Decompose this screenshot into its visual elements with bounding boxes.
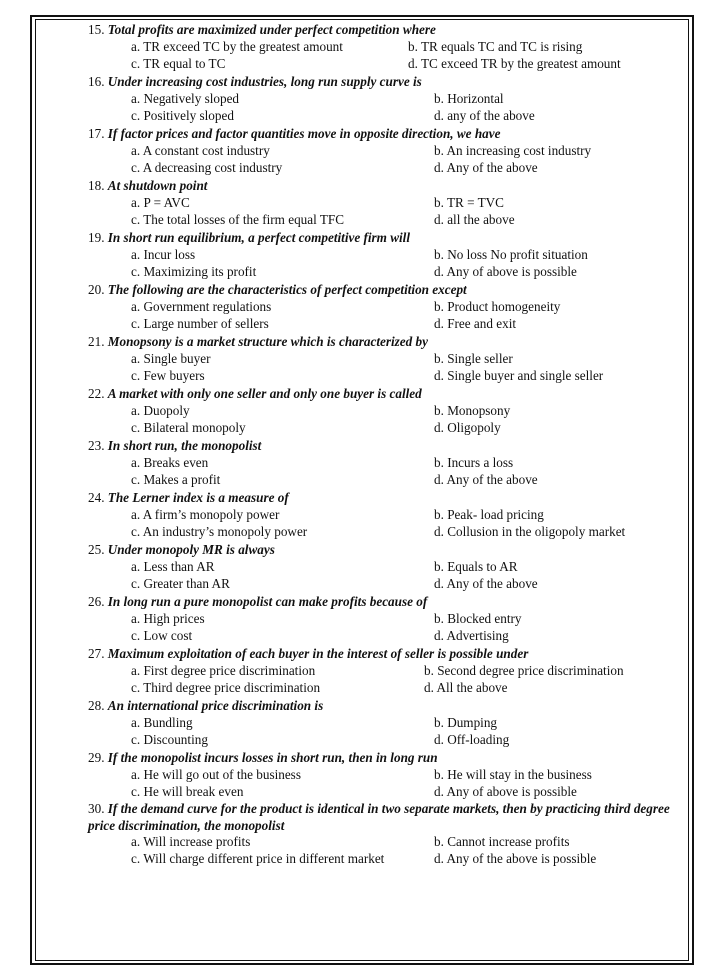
option-c: c. Few buyers: [131, 367, 205, 383]
question-27: [0, 644, 720, 696]
option-a: a. Less than AR: [131, 559, 215, 574]
option-a: a. He will go out of the business: [131, 767, 301, 782]
question-header: 28. An international price discrimination is: [88, 698, 324, 713]
option-d: d. Single buyer and single seller: [434, 367, 604, 383]
option-c: c. The total losses of the firm equal TFC: [131, 211, 345, 227]
option-b: b. Second degree price discrimination: [424, 663, 624, 678]
option-d: d. any of the above: [434, 107, 535, 123]
question-header: 21. Monopsony is a market structure which is characterized by: [88, 334, 428, 349]
question-22: [0, 384, 720, 436]
question-23: [0, 436, 720, 488]
option-c: c. A decreasing cost industry: [131, 159, 283, 175]
question-header: 16. Under increasing cost industries, long run supply curve is: [88, 74, 422, 89]
question-18: [0, 176, 720, 228]
option-a: a. Will increase profits: [131, 834, 251, 849]
question-header: 27. Maximum exploitation of each buyer in the interest of seller is possible under: [88, 646, 529, 661]
option-d: d. Any of the above: [434, 159, 538, 175]
option-a: a. Bundling: [131, 715, 193, 730]
option-b: b. Blocked entry: [434, 611, 522, 626]
question-header: 19. In short run equilibrium, a perfect competitive firm will: [88, 230, 411, 245]
option-a: a. TR exceed TC by the greatest amount: [131, 39, 343, 54]
question-text: If the monopolist incurs losses in short run, then in long run: [107, 750, 438, 765]
option-c: c. Discounting: [131, 731, 208, 747]
question-list: [0, 20, 720, 867]
question-header: 15. Total profits are maximized under perfect competition where: [88, 22, 436, 37]
option-c: c. Greater than AR: [131, 575, 230, 591]
question-text: An international price discrimination is: [107, 698, 324, 713]
option-a: a. First degree price discrimination: [131, 663, 316, 678]
question-24: [0, 488, 720, 540]
question-text: If factor prices and factor quantities move in opposite direction, we have: [107, 126, 501, 141]
option-c: c. Bilateral monopoly: [131, 419, 246, 435]
option-d: d. Any of above is possible: [434, 263, 577, 279]
option-d: d. Any of the above is possible: [434, 850, 597, 866]
option-c: c. Third degree price discrimination: [131, 679, 321, 695]
option-c: c. Positively sloped: [131, 107, 234, 123]
option-c: c. He will break even: [131, 783, 244, 799]
option-d: d. TC exceed TR by the greatest amount: [408, 55, 621, 71]
question-text: If the demand curve for the product is identical in two separate markets, then by practicing third degree price discrimination, the monopolist: [88, 801, 670, 833]
question-text: In short run, the monopolist: [107, 438, 262, 453]
option-b: b. No loss No profit situation: [434, 247, 588, 262]
question-19: [0, 228, 720, 280]
question-29: [0, 748, 720, 800]
option-b: b. Monopsony: [434, 403, 511, 418]
question-header: 30. If the demand curve for the product is identical in two separate markets, then by practicing third degree price discrimination, the monopolist: [88, 801, 670, 833]
question-text: Maximum exploitation of each buyer in the interest of seller is possible under: [107, 646, 529, 661]
question-text: Monopsony is a market structure which is characterized by: [107, 334, 428, 349]
option-a: a. A constant cost industry: [131, 143, 270, 158]
option-d: d. Any of the above: [434, 471, 538, 487]
question-text: Total profits are maximized under perfect competition where: [107, 22, 436, 37]
option-b: b. Single seller: [434, 351, 513, 366]
option-d: d. Collusion in the oligopoly market: [434, 523, 626, 539]
option-b: b. Cannot increase profits: [434, 834, 570, 849]
question-21: [0, 332, 720, 384]
option-c: c. Maximizing its profit: [131, 263, 257, 279]
option-c: c. An industry’s monopoly power: [131, 523, 308, 539]
option-d: d. Any of above is possible: [434, 783, 577, 799]
option-a: a. P = AVC: [131, 195, 190, 210]
option-b: b. An increasing cost industry: [434, 143, 592, 158]
question-17: [0, 124, 720, 176]
question-16: [0, 72, 720, 124]
question-28: [0, 696, 720, 748]
question-header: 26. In long run a pure monopolist can make profits because of: [88, 594, 428, 609]
option-a: a. High prices: [131, 611, 205, 626]
option-b: b. He will stay in the business: [434, 767, 592, 782]
question-header: 18. At shutdown point: [88, 178, 208, 193]
option-c: c. Large number of sellers: [131, 315, 269, 331]
option-d: d. Off-loading: [434, 731, 510, 747]
option-b: b. Peak- load pricing: [434, 507, 544, 522]
question-header: 20. The following are the characteristics of perfect competition except: [88, 282, 467, 297]
option-c: c. Will charge different price in different market: [131, 850, 385, 866]
option-b: b. Horizontal: [434, 91, 504, 106]
question-15: [0, 20, 720, 72]
question-header: 23. In short run, the monopolist: [88, 438, 262, 453]
question-text: The following are the characteristics of perfect competition except: [107, 282, 467, 297]
option-c: c. TR equal to TC: [131, 55, 226, 71]
question-26: [0, 592, 720, 644]
option-d: d. Any of the above: [434, 575, 538, 591]
option-b: b. Equals to AR: [434, 559, 518, 574]
option-d: d. Advertising: [434, 627, 509, 643]
option-d: d. Free and exit: [434, 315, 517, 331]
question-header: 25. Under monopoly MR is always: [88, 542, 275, 557]
option-a: a. Negatively sloped: [131, 91, 240, 106]
question-header: 24. The Lerner index is a measure of: [88, 490, 289, 505]
question-header: 29. If the monopolist incurs losses in short run, then in long run: [88, 750, 438, 765]
option-a: a. Breaks even: [131, 455, 209, 470]
question-20: [0, 280, 720, 332]
question-text: At shutdown point: [107, 178, 208, 193]
question-text: Under monopoly MR is always: [107, 542, 275, 557]
option-a: a. Single buyer: [131, 351, 211, 366]
option-b: b. Product homogeneity: [434, 299, 561, 314]
option-c: c. Makes a profit: [131, 471, 221, 487]
option-d: d. All the above: [424, 679, 508, 695]
option-b: b. Incurs a loss: [434, 455, 514, 470]
option-d: d. Oligopoly: [434, 419, 501, 435]
option-c: c. Low cost: [131, 627, 193, 643]
option-a: a. Government regulations: [131, 299, 272, 314]
option-a: a. Duopoly: [131, 403, 190, 418]
question-header: 22. A market with only one seller and only one buyer is called: [88, 386, 422, 401]
option-b: b. TR = TVC: [434, 195, 504, 210]
question-text: In long run a pure monopolist can make profits because of: [107, 594, 428, 609]
question-text: Under increasing cost industries, long run supply curve is: [107, 74, 422, 89]
question-text: In short run equilibrium, a perfect competitive firm will: [107, 230, 411, 245]
question-text: The Lerner index is a measure of: [107, 490, 289, 505]
question-text: A market with only one seller and only one buyer is called: [107, 386, 422, 401]
option-a: a. Incur loss: [131, 247, 196, 262]
option-d: d. all the above: [434, 211, 515, 227]
option-b: b. TR equals TC and TC is rising: [408, 39, 583, 54]
question-header: 17. If factor prices and factor quantities move in opposite direction, we have: [88, 126, 501, 141]
question-30: [0, 800, 720, 867]
option-b: b. Dumping: [434, 715, 498, 730]
question-25: [0, 540, 720, 592]
option-a: a. A firm’s monopoly power: [131, 507, 280, 522]
